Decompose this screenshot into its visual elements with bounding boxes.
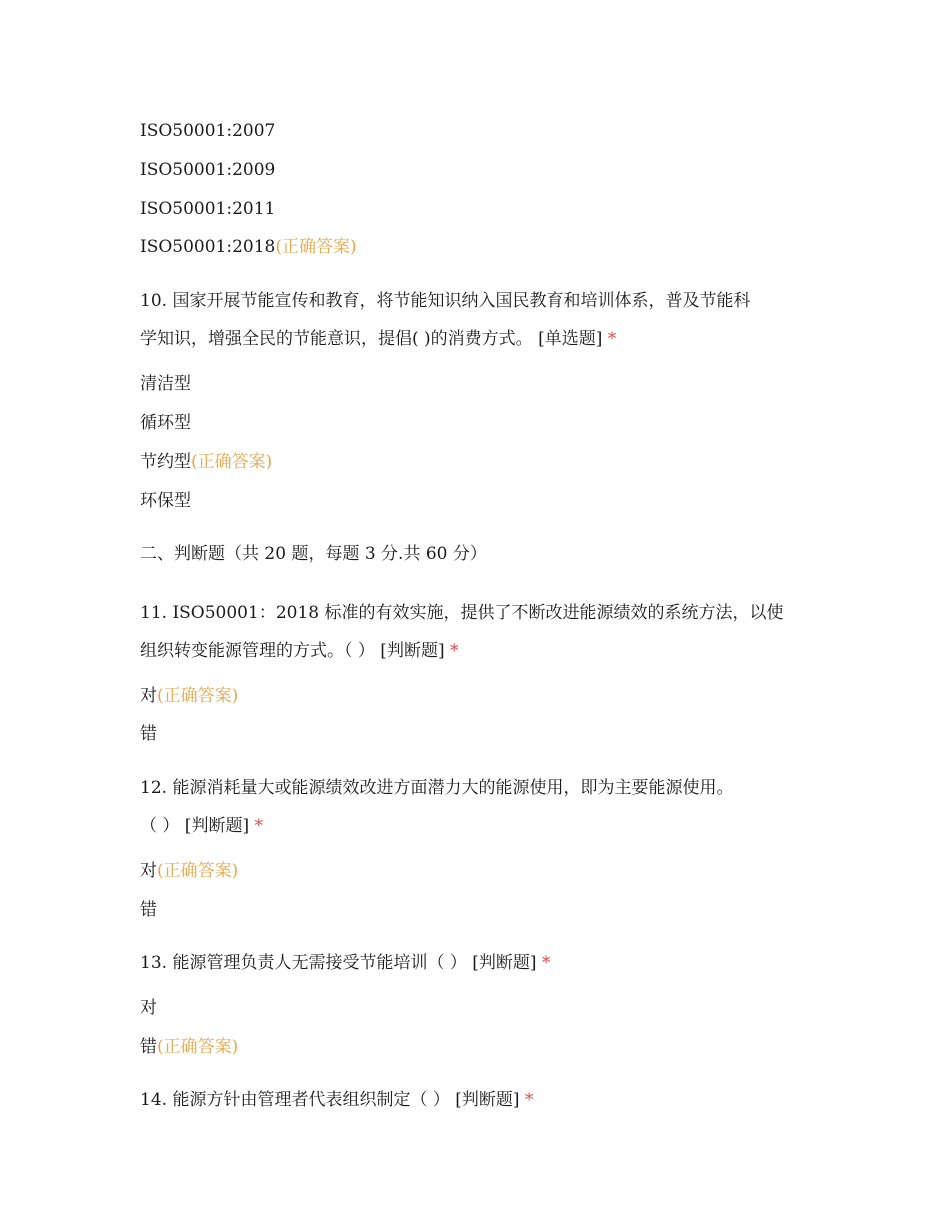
q12-option-1	[140, 859, 238, 883]
option-text: 错	[140, 1037, 157, 1057]
option-text: ISO50001:2011	[140, 199, 276, 219]
q14-text-line-1	[140, 1088, 533, 1112]
q11-text-line-1	[140, 601, 783, 625]
option-text: ISO50001:2007	[140, 121, 276, 141]
q10-option-3	[140, 450, 272, 474]
question-text: 11. ISO50001：2018 标准的有效实施，提供了不断改进能源绩效的系统方法，以使	[140, 603, 784, 623]
required-star: *	[254, 816, 263, 836]
option-text: 对	[140, 686, 157, 706]
q10-text-line-1	[140, 289, 750, 313]
q12-option-2	[140, 898, 157, 922]
question-text: 组织转变能源管理的方式。（ ） [判断题]	[140, 641, 445, 661]
option-text: 错	[140, 724, 157, 744]
correct-answer-mark: (正确答案)	[157, 1037, 239, 1057]
q9-option-4	[140, 235, 357, 259]
option-text: 循环型	[140, 413, 191, 433]
option-text: ISO50001:2018	[140, 237, 276, 257]
q10-option-2	[140, 411, 191, 435]
q13-option-2	[140, 1035, 238, 1059]
required-star: *	[449, 641, 459, 661]
question-text: 13. 能源管理负责人无需接受节能培训（ ） [判断题]	[140, 953, 537, 973]
option-text: 环保型	[140, 491, 191, 511]
q13-option-1	[140, 996, 157, 1020]
q13-text-line-1	[140, 951, 550, 975]
correct-answer-mark: (正确答案)	[157, 861, 239, 881]
question-text: 10. 国家开展节能宣传和教育，将节能知识纳入国民教育和培训体系，普及节能科	[140, 291, 751, 311]
q10-text-line-2	[140, 327, 616, 351]
q12-text-line-2	[140, 814, 263, 838]
question-text: 12. 能源消耗量大或能源绩效改进方面潜力大的能源使用，即为主要能源使用。	[140, 778, 734, 798]
option-text: 节约型	[140, 452, 191, 472]
q11-option-2	[140, 722, 157, 746]
question-text: （ ） [判断题]	[140, 816, 250, 836]
q12-text-line-1	[140, 776, 733, 800]
question-text: 14. 能源方针由管理者代表组织制定（ ） [判断题]	[140, 1090, 520, 1110]
q10-option-4	[140, 489, 191, 513]
q9-option-3	[140, 197, 275, 221]
required-star: *	[607, 329, 617, 349]
q9-option-2	[140, 158, 275, 182]
q10-option-1	[140, 372, 191, 396]
option-text: 对	[140, 861, 157, 881]
correct-answer-mark: (正确答案)	[191, 452, 273, 472]
q11-text-line-2	[140, 639, 458, 663]
option-text: 对	[140, 998, 157, 1018]
option-text: 清洁型	[140, 374, 191, 394]
correct-answer-mark: (正确答案)	[275, 237, 357, 257]
option-text: ISO50001:2009	[140, 160, 276, 180]
question-text: 学知识，增强全民的节能意识，提倡( )的消费方式。 [单选题]	[140, 329, 603, 349]
section-heading	[140, 542, 487, 566]
required-star: *	[541, 953, 551, 973]
correct-answer-mark: (正确答案)	[157, 686, 239, 706]
q9-option-1	[140, 119, 275, 143]
q11-option-1	[140, 684, 238, 708]
section-heading-text: 二、判断题（共 20 题，每题 3 分.共 60 分）	[140, 544, 487, 564]
required-star: *	[524, 1090, 534, 1110]
option-text: 错	[140, 900, 157, 920]
